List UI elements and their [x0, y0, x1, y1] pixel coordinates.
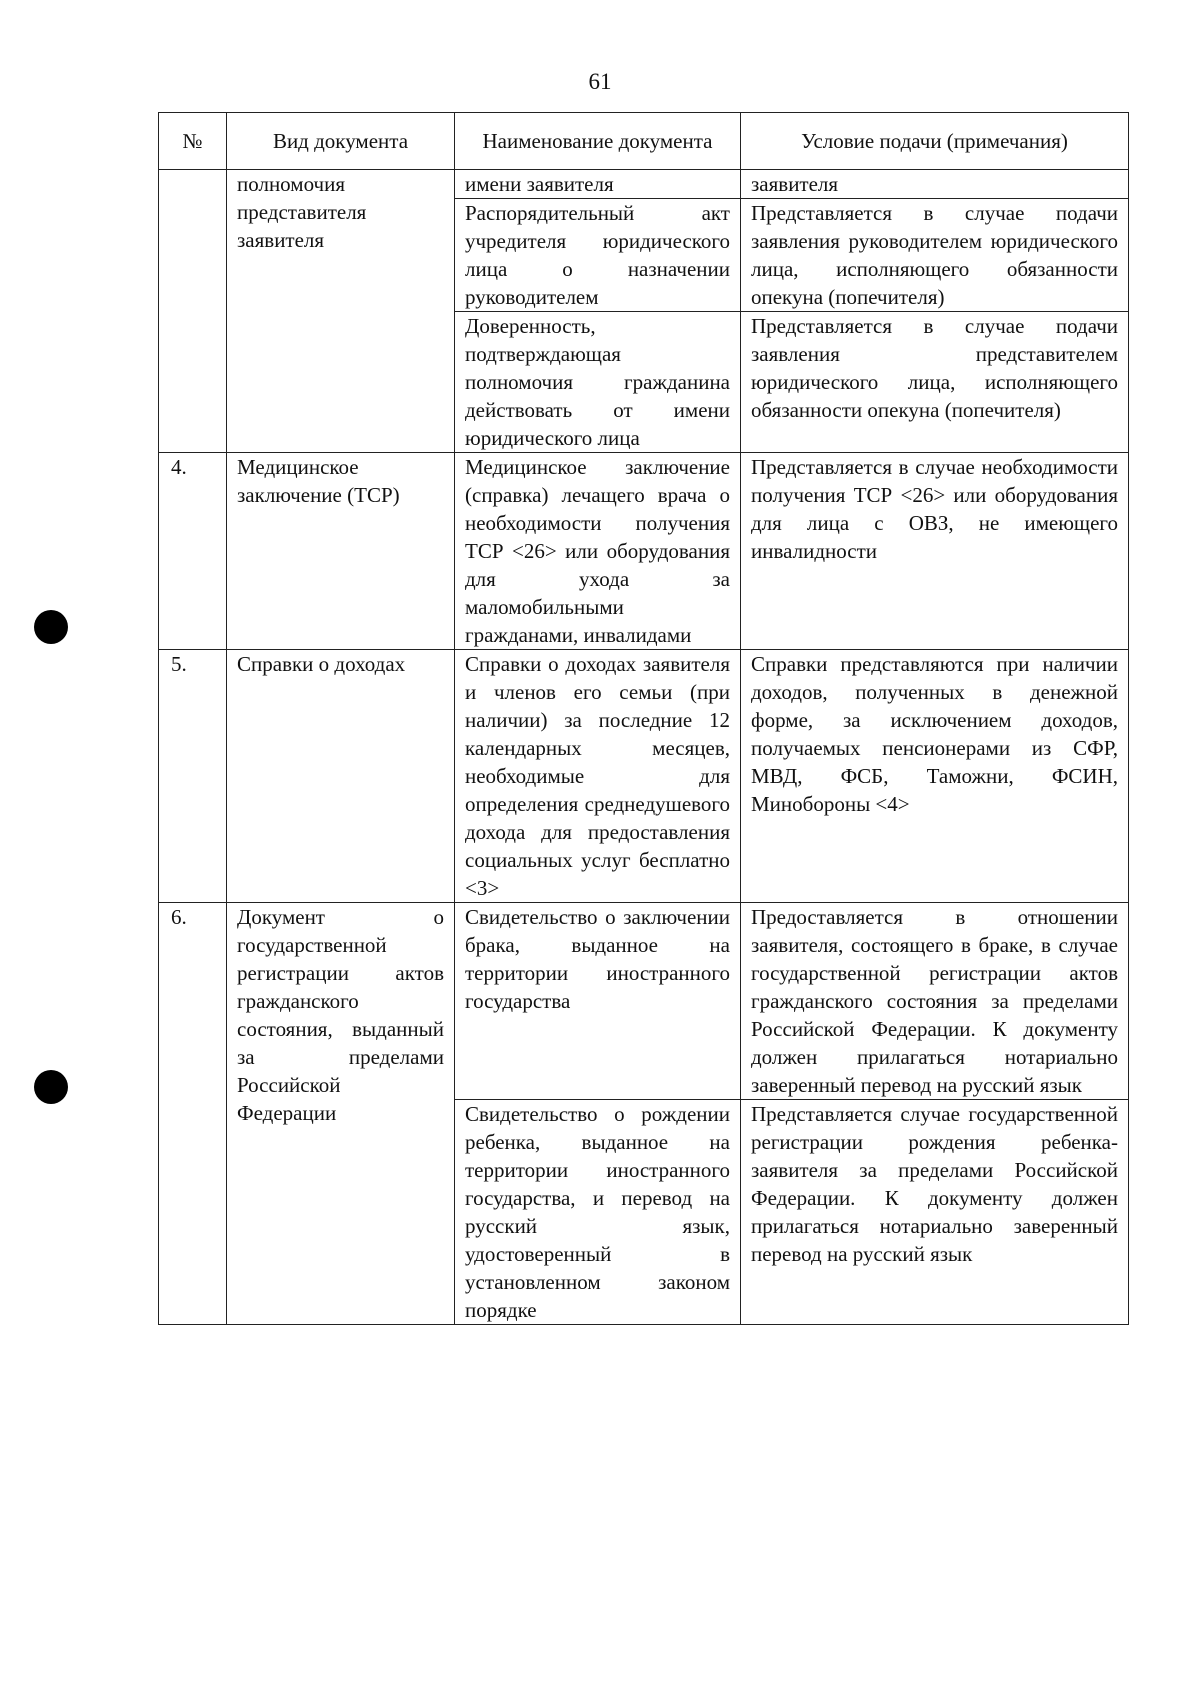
documents-table	[158, 112, 1129, 1325]
submission-condition: Представляется случае государственной регистрации рождения ребенка-заявителя за пределами Российской Федерации. К документу должен прилагаться нотариально заверенный перевод на русский язык	[741, 1100, 1129, 1325]
header-document-name: Наименование документа	[455, 113, 741, 170]
table-row	[159, 650, 1129, 903]
document-type: полномочия представителя заявителя	[227, 170, 455, 453]
header-number: №	[159, 113, 227, 170]
submission-condition: Предоставляется в отношении заявителя, состоящего в браке, в случае государственной регистрации актов гражданского состояния за пределами Российской Федерации. К документу должен прилагаться нотариально заверенный перевод на русский язык	[741, 903, 1129, 1100]
punch-hole-mark	[34, 1070, 68, 1104]
submission-condition: Представляется в случае подачи заявления представителем юридического лица, исполняющего обязанности опекуна (попечителя)	[741, 312, 1129, 453]
table-row	[159, 453, 1129, 650]
row-number: 5.	[159, 650, 227, 903]
document-type: Медицинское заключение (ТСР)	[227, 453, 455, 650]
document-name: Свидетельство о рождении ребенка, выданное на территории иностранного государства, и перевод на русский язык, удостоверенный в установленном законом порядке	[455, 1100, 741, 1325]
document-name: Распорядительный акт учредителя юридического лица о назначении руководителем	[455, 199, 741, 312]
submission-condition: заявителя	[741, 170, 1129, 199]
document-name: Медицинское заключение (справка) лечащего врача о необходимости получения ТСР <26> или оборудования для ухода за маломобильными гражданами, инвалидами	[455, 453, 741, 650]
document-name: имени заявителя	[455, 170, 741, 199]
row-number: 6.	[159, 903, 227, 1325]
document-type: Справки о доходах	[227, 650, 455, 903]
header-submission-condition: Условие подачи (примечания)	[741, 113, 1129, 170]
punch-hole-mark	[34, 610, 68, 644]
document-name: Доверенность, подтверждающая полномочия гражданина действовать от имени юридического лица	[455, 312, 741, 453]
table-header-row	[159, 113, 1129, 170]
table-row	[159, 903, 1129, 1100]
row-number	[159, 170, 227, 453]
row-number: 4.	[159, 453, 227, 650]
header-document-type: Вид документа	[227, 113, 455, 170]
page-number: 61	[588, 69, 612, 94]
table-row	[159, 170, 1129, 199]
submission-condition: Представляется в случае необходимости получения ТСР <26> или оборудования для лица с ОВЗ, не имеющего инвалидности	[741, 453, 1129, 650]
submission-condition: Представляется в случае подачи заявления руководителем юридического лица, исполняющего обязанности опекуна (попечителя)	[741, 199, 1129, 312]
document-name: Свидетельство о заключении брака, выданное на территории иностранного государства	[455, 903, 741, 1100]
submission-condition: Справки представляются при наличии доходов, полученных в денежной форме, за исключением доходов, получаемых пенсионерами из СФР, МВД, ФСБ, Таможни, ФСИН, Минобороны <4>	[741, 650, 1129, 903]
document-name: Справки о доходах заявителя и членов его семьи (при наличии) за последние 12 календарных месяцев, необходимые для определения среднедушевого дохода для предоставления социальных услуг бесплатно <3>	[455, 650, 741, 903]
document-type: Документ о государственной регистрации актов гражданского состояния, выданный за пределами Российской Федерации	[227, 903, 455, 1325]
